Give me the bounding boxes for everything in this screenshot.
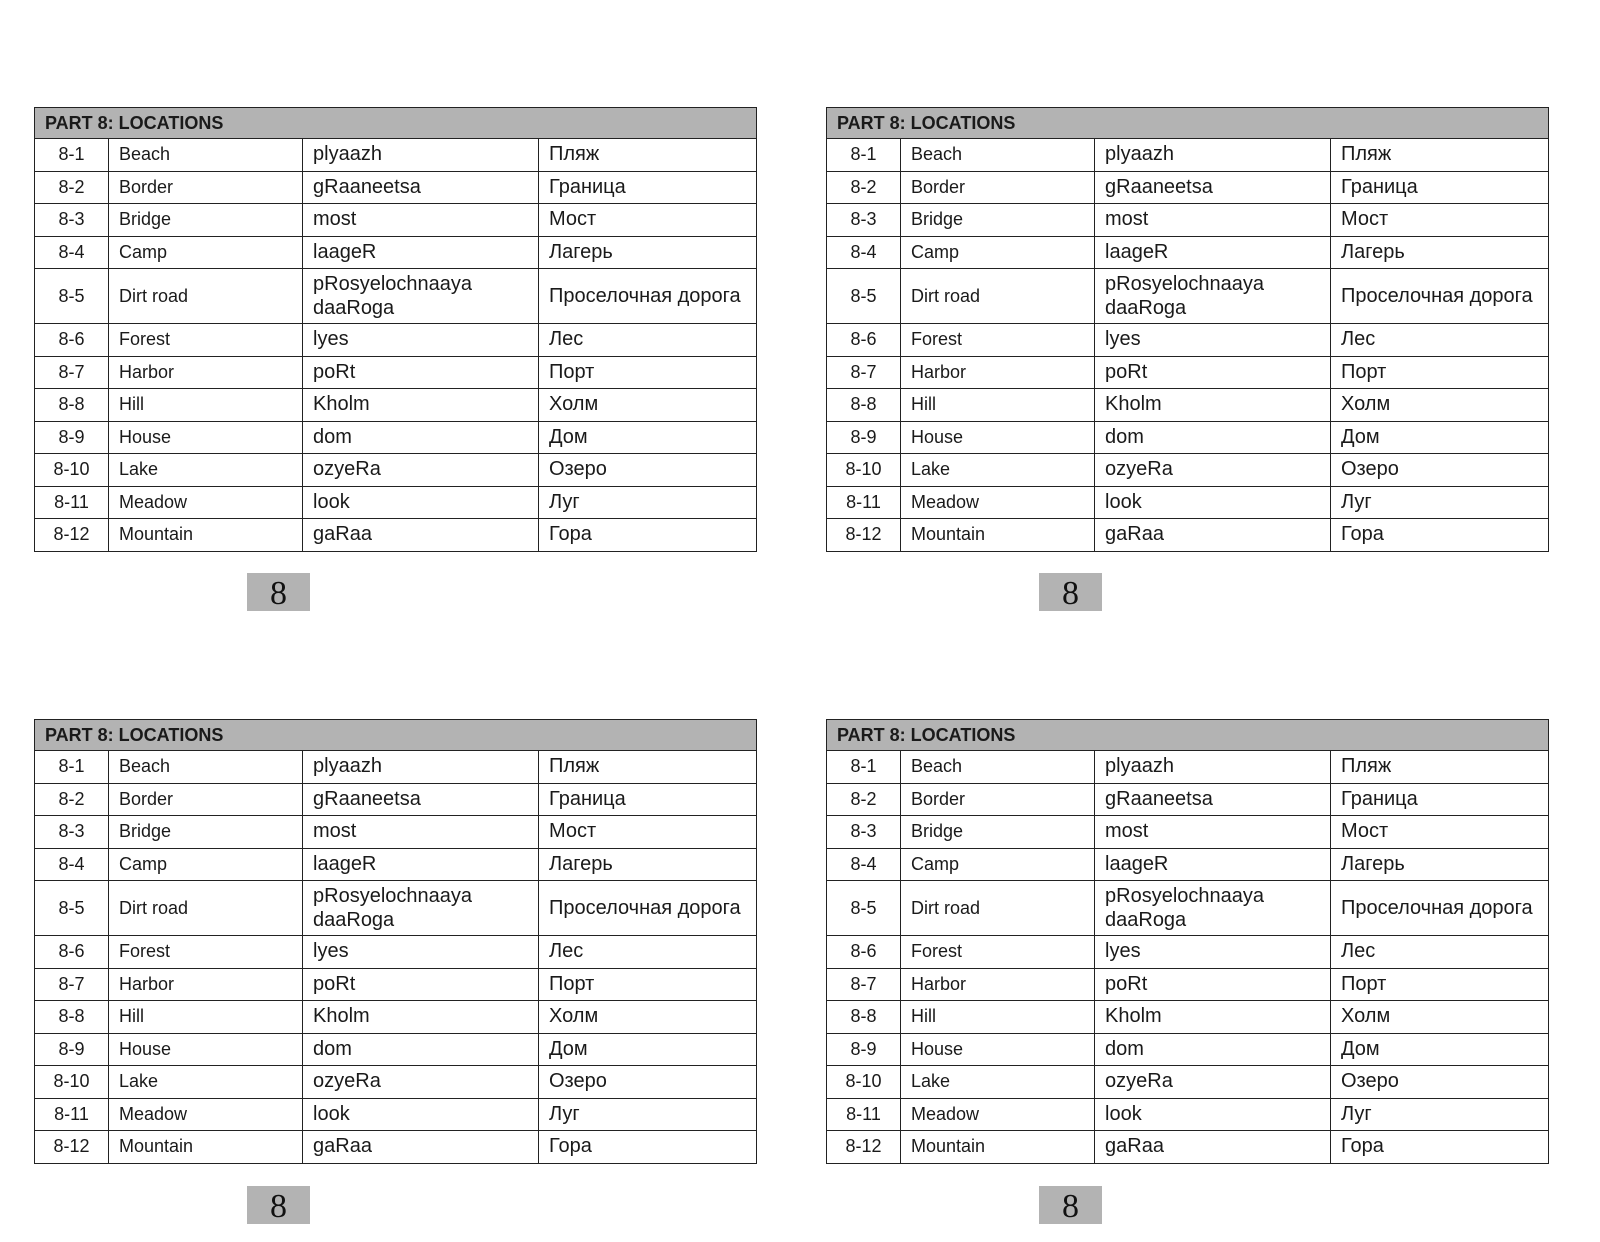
- english-word: Beach: [901, 751, 1095, 784]
- table-row: [35, 486, 757, 519]
- english-word: Forest: [901, 324, 1095, 357]
- russian-word: Холм: [1331, 1001, 1549, 1034]
- entry-number: 8-1: [827, 751, 901, 784]
- table-row: [35, 1098, 757, 1131]
- table-row: [35, 968, 757, 1001]
- table-row: [35, 236, 757, 269]
- table-row: [827, 486, 1549, 519]
- transliteration: Kholm: [303, 389, 539, 422]
- entry-number: 8-7: [35, 356, 109, 389]
- transliteration: most: [1095, 816, 1331, 849]
- entry-number: 8-6: [827, 936, 901, 969]
- english-word: Camp: [109, 236, 303, 269]
- english-word: Border: [109, 783, 303, 816]
- table-body: [35, 139, 757, 552]
- transliteration: lyes: [1095, 936, 1331, 969]
- table-body: [35, 751, 757, 1164]
- russian-word: Лес: [1331, 324, 1549, 357]
- entry-number: 8-5: [827, 881, 901, 936]
- entry-number: 8-8: [35, 389, 109, 422]
- transliteration: laageR: [303, 236, 539, 269]
- english-word: Camp: [901, 848, 1095, 881]
- english-word: Mountain: [901, 519, 1095, 552]
- table-row: [827, 968, 1549, 1001]
- entry-number: 8-7: [827, 968, 901, 1001]
- table-row: [35, 356, 757, 389]
- entry-number: 8-8: [827, 389, 901, 422]
- entry-number: 8-2: [35, 171, 109, 204]
- transliteration: ozyeRa: [303, 454, 539, 487]
- entry-number: 8-9: [827, 421, 901, 454]
- russian-word: Граница: [539, 171, 757, 204]
- transliteration: look: [1095, 1098, 1331, 1131]
- table-row: [35, 1033, 757, 1066]
- english-word: Dirt road: [109, 269, 303, 324]
- russian-word: Луг: [539, 1098, 757, 1131]
- table-row: [827, 848, 1549, 881]
- vocab-card: [34, 719, 756, 1164]
- entry-number: 8-11: [35, 486, 109, 519]
- table-row: [827, 519, 1549, 552]
- english-word: Bridge: [901, 204, 1095, 237]
- table-row: [35, 204, 757, 237]
- transliteration: poRt: [303, 968, 539, 1001]
- table-row: [827, 389, 1549, 422]
- entry-number: 8-2: [827, 783, 901, 816]
- english-word: Meadow: [109, 486, 303, 519]
- english-word: Camp: [901, 236, 1095, 269]
- section-title: PART 8: LOCATIONS: [827, 720, 1549, 751]
- entry-number: 8-4: [827, 848, 901, 881]
- transliteration: lyes: [303, 936, 539, 969]
- russian-word: Луг: [1331, 1098, 1549, 1131]
- entry-number: 8-5: [827, 269, 901, 324]
- english-word: Lake: [901, 1066, 1095, 1099]
- english-word: Mountain: [109, 519, 303, 552]
- vocab-table: [826, 107, 1549, 552]
- transliteration: pRosyelochnaaya daaRoga: [303, 269, 539, 324]
- transliteration: gRaaneetsa: [1095, 171, 1331, 204]
- english-word: Harbor: [901, 968, 1095, 1001]
- section-title: PART 8: LOCATIONS: [35, 720, 757, 751]
- table-row: [827, 324, 1549, 357]
- table-row: [827, 454, 1549, 487]
- english-word: Meadow: [109, 1098, 303, 1131]
- entry-number: 8-6: [827, 324, 901, 357]
- transliteration: pRosyelochnaaya daaRoga: [303, 881, 539, 936]
- entry-number: 8-5: [35, 881, 109, 936]
- transliteration: look: [1095, 486, 1331, 519]
- english-word: Hill: [901, 1001, 1095, 1034]
- english-word: Forest: [109, 324, 303, 357]
- transliteration: most: [303, 204, 539, 237]
- table-row: [827, 1066, 1549, 1099]
- entry-number: 8-11: [827, 1098, 901, 1131]
- russian-word: Луг: [1331, 486, 1549, 519]
- english-word: Lake: [109, 1066, 303, 1099]
- entry-number: 8-12: [35, 519, 109, 552]
- transliteration: poRt: [1095, 356, 1331, 389]
- russian-word: Холм: [539, 389, 757, 422]
- russian-word: Мост: [1331, 204, 1549, 237]
- entry-number: 8-12: [827, 519, 901, 552]
- transliteration: Kholm: [303, 1001, 539, 1034]
- table-row: [827, 816, 1549, 849]
- page-number-badge: 8: [1039, 1186, 1102, 1224]
- russian-word: Луг: [539, 486, 757, 519]
- transliteration: Kholm: [1095, 389, 1331, 422]
- english-word: Bridge: [109, 204, 303, 237]
- transliteration: lyes: [1095, 324, 1331, 357]
- table-row: [827, 1033, 1549, 1066]
- table-body: [827, 751, 1549, 1164]
- vocab-card: [826, 719, 1548, 1164]
- entry-number: 8-3: [35, 204, 109, 237]
- russian-word: Лес: [539, 324, 757, 357]
- transliteration: dom: [303, 421, 539, 454]
- entry-number: 8-10: [35, 454, 109, 487]
- entry-number: 8-3: [827, 816, 901, 849]
- table-row: [827, 139, 1549, 172]
- russian-word: Мост: [1331, 816, 1549, 849]
- english-word: Border: [901, 783, 1095, 816]
- table-row: [35, 751, 757, 784]
- russian-word: Озеро: [539, 1066, 757, 1099]
- english-word: Beach: [109, 139, 303, 172]
- transliteration: lyes: [303, 324, 539, 357]
- section-title: PART 8: LOCATIONS: [827, 108, 1549, 139]
- table-row: [35, 848, 757, 881]
- english-word: Forest: [901, 936, 1095, 969]
- english-word: Mountain: [109, 1131, 303, 1164]
- table-row: [827, 936, 1549, 969]
- transliteration: dom: [1095, 1033, 1331, 1066]
- transliteration: dom: [1095, 421, 1331, 454]
- russian-word: Озеро: [539, 454, 757, 487]
- table-row: [827, 751, 1549, 784]
- russian-word: Проселочная дорога: [539, 269, 757, 324]
- transliteration: Kholm: [1095, 1001, 1331, 1034]
- russian-word: Лагерь: [1331, 236, 1549, 269]
- entry-number: 8-4: [35, 236, 109, 269]
- russian-word: Лагерь: [1331, 848, 1549, 881]
- english-word: Harbor: [109, 356, 303, 389]
- russian-word: Гора: [539, 519, 757, 552]
- table-row: [827, 1131, 1549, 1164]
- english-word: Bridge: [901, 816, 1095, 849]
- entry-number: 8-6: [35, 936, 109, 969]
- table-row: [827, 1098, 1549, 1131]
- transliteration: gaRaa: [1095, 519, 1331, 552]
- english-word: Dirt road: [901, 881, 1095, 936]
- russian-word: Лес: [1331, 936, 1549, 969]
- table-row: [35, 1066, 757, 1099]
- table-row: [827, 783, 1549, 816]
- entry-number: 8-4: [827, 236, 901, 269]
- english-word: Bridge: [109, 816, 303, 849]
- russian-word: Озеро: [1331, 1066, 1549, 1099]
- entry-number: 8-6: [35, 324, 109, 357]
- transliteration: pRosyelochnaaya daaRoga: [1095, 881, 1331, 936]
- transliteration: laageR: [303, 848, 539, 881]
- transliteration: plyaazh: [1095, 139, 1331, 172]
- russian-word: Мост: [539, 816, 757, 849]
- table-row: [827, 171, 1549, 204]
- entry-number: 8-12: [827, 1131, 901, 1164]
- english-word: House: [109, 421, 303, 454]
- english-word: Hill: [109, 1001, 303, 1034]
- table-body: [827, 139, 1549, 552]
- english-word: Harbor: [109, 968, 303, 1001]
- transliteration: most: [303, 816, 539, 849]
- entry-number: 8-1: [35, 751, 109, 784]
- entry-number: 8-2: [827, 171, 901, 204]
- russian-word: Озеро: [1331, 454, 1549, 487]
- table-row: [35, 881, 757, 936]
- vocab-card: [34, 107, 756, 552]
- table-row: [35, 389, 757, 422]
- transliteration: plyaazh: [303, 751, 539, 784]
- russian-word: Холм: [539, 1001, 757, 1034]
- english-word: Forest: [109, 936, 303, 969]
- table-header-row: [35, 108, 757, 139]
- table-header-row: [827, 720, 1549, 751]
- transliteration: gaRaa: [303, 1131, 539, 1164]
- russian-word: Граница: [1331, 171, 1549, 204]
- russian-word: Холм: [1331, 389, 1549, 422]
- table-header-row: [35, 720, 757, 751]
- russian-word: Лагерь: [539, 236, 757, 269]
- russian-word: Гора: [1331, 1131, 1549, 1164]
- page-number-badge: 8: [247, 573, 310, 611]
- english-word: House: [109, 1033, 303, 1066]
- vocab-table: [34, 107, 757, 552]
- transliteration: dom: [303, 1033, 539, 1066]
- page-number-badge: 8: [1039, 573, 1102, 611]
- russian-word: Дом: [539, 1033, 757, 1066]
- russian-word: Порт: [539, 356, 757, 389]
- russian-word: Проселочная дорога: [1331, 881, 1549, 936]
- entry-number: 8-9: [827, 1033, 901, 1066]
- entry-number: 8-3: [827, 204, 901, 237]
- transliteration: laageR: [1095, 848, 1331, 881]
- vocab-table: [826, 719, 1549, 1164]
- russian-word: Гора: [1331, 519, 1549, 552]
- table-row: [35, 454, 757, 487]
- english-word: Border: [901, 171, 1095, 204]
- english-word: Lake: [109, 454, 303, 487]
- table-row: [827, 236, 1549, 269]
- russian-word: Порт: [539, 968, 757, 1001]
- table-row: [35, 816, 757, 849]
- english-word: Beach: [109, 751, 303, 784]
- russian-word: Пляж: [539, 139, 757, 172]
- transliteration: plyaazh: [303, 139, 539, 172]
- vocab-card: [826, 107, 1548, 552]
- table-row: [827, 356, 1549, 389]
- table-row: [35, 936, 757, 969]
- russian-word: Пляж: [1331, 139, 1549, 172]
- russian-word: Граница: [539, 783, 757, 816]
- russian-word: Дом: [539, 421, 757, 454]
- vocab-table: [34, 719, 757, 1164]
- entry-number: 8-5: [35, 269, 109, 324]
- russian-word: Проселочная дорога: [539, 881, 757, 936]
- english-word: Dirt road: [901, 269, 1095, 324]
- entry-number: 8-3: [35, 816, 109, 849]
- english-word: Dirt road: [109, 881, 303, 936]
- entry-number: 8-7: [35, 968, 109, 1001]
- entry-number: 8-11: [35, 1098, 109, 1131]
- english-word: Meadow: [901, 1098, 1095, 1131]
- transliteration: look: [303, 1098, 539, 1131]
- entry-number: 8-8: [35, 1001, 109, 1034]
- english-word: Harbor: [901, 356, 1095, 389]
- russian-word: Пляж: [539, 751, 757, 784]
- transliteration: ozyeRa: [1095, 1066, 1331, 1099]
- table-row: [35, 1131, 757, 1164]
- transliteration: gRaaneetsa: [303, 171, 539, 204]
- entry-number: 8-12: [35, 1131, 109, 1164]
- russian-word: Лес: [539, 936, 757, 969]
- russian-word: Проселочная дорога: [1331, 269, 1549, 324]
- english-word: Camp: [109, 848, 303, 881]
- transliteration: poRt: [1095, 968, 1331, 1001]
- entry-number: 8-7: [827, 356, 901, 389]
- transliteration: poRt: [303, 356, 539, 389]
- table-row: [827, 421, 1549, 454]
- table-row: [35, 139, 757, 172]
- transliteration: plyaazh: [1095, 751, 1331, 784]
- entry-number: 8-10: [827, 1066, 901, 1099]
- table-row: [35, 421, 757, 454]
- russian-word: Мост: [539, 204, 757, 237]
- table-header-row: [827, 108, 1549, 139]
- transliteration: look: [303, 486, 539, 519]
- english-word: Hill: [901, 389, 1095, 422]
- russian-word: Гора: [539, 1131, 757, 1164]
- russian-word: Дом: [1331, 1033, 1549, 1066]
- english-word: Hill: [109, 389, 303, 422]
- entry-number: 8-11: [827, 486, 901, 519]
- entry-number: 8-10: [827, 454, 901, 487]
- table-row: [35, 1001, 757, 1034]
- table-row: [827, 269, 1549, 324]
- table-row: [827, 881, 1549, 936]
- transliteration: ozyeRa: [303, 1066, 539, 1099]
- entry-number: 8-1: [827, 139, 901, 172]
- table-row: [827, 1001, 1549, 1034]
- english-word: Border: [109, 171, 303, 204]
- transliteration: most: [1095, 204, 1331, 237]
- transliteration: gRaaneetsa: [303, 783, 539, 816]
- entry-number: 8-4: [35, 848, 109, 881]
- english-word: House: [901, 1033, 1095, 1066]
- entry-number: 8-8: [827, 1001, 901, 1034]
- table-row: [35, 171, 757, 204]
- entry-number: 8-10: [35, 1066, 109, 1099]
- entry-number: 8-2: [35, 783, 109, 816]
- transliteration: gRaaneetsa: [1095, 783, 1331, 816]
- section-title: PART 8: LOCATIONS: [35, 108, 757, 139]
- english-word: Mountain: [901, 1131, 1095, 1164]
- english-word: Lake: [901, 454, 1095, 487]
- entry-number: 8-9: [35, 421, 109, 454]
- russian-word: Порт: [1331, 968, 1549, 1001]
- transliteration: laageR: [1095, 236, 1331, 269]
- russian-word: Лагерь: [539, 848, 757, 881]
- page-number-badge: 8: [247, 1186, 310, 1224]
- russian-word: Пляж: [1331, 751, 1549, 784]
- english-word: Meadow: [901, 486, 1095, 519]
- transliteration: gaRaa: [303, 519, 539, 552]
- table-row: [827, 204, 1549, 237]
- russian-word: Граница: [1331, 783, 1549, 816]
- entry-number: 8-9: [35, 1033, 109, 1066]
- russian-word: Порт: [1331, 356, 1549, 389]
- table-row: [35, 519, 757, 552]
- english-word: Beach: [901, 139, 1095, 172]
- table-row: [35, 269, 757, 324]
- table-row: [35, 783, 757, 816]
- entry-number: 8-1: [35, 139, 109, 172]
- table-row: [35, 324, 757, 357]
- russian-word: Дом: [1331, 421, 1549, 454]
- transliteration: pRosyelochnaaya daaRoga: [1095, 269, 1331, 324]
- transliteration: gaRaa: [1095, 1131, 1331, 1164]
- transliteration: ozyeRa: [1095, 454, 1331, 487]
- english-word: House: [901, 421, 1095, 454]
